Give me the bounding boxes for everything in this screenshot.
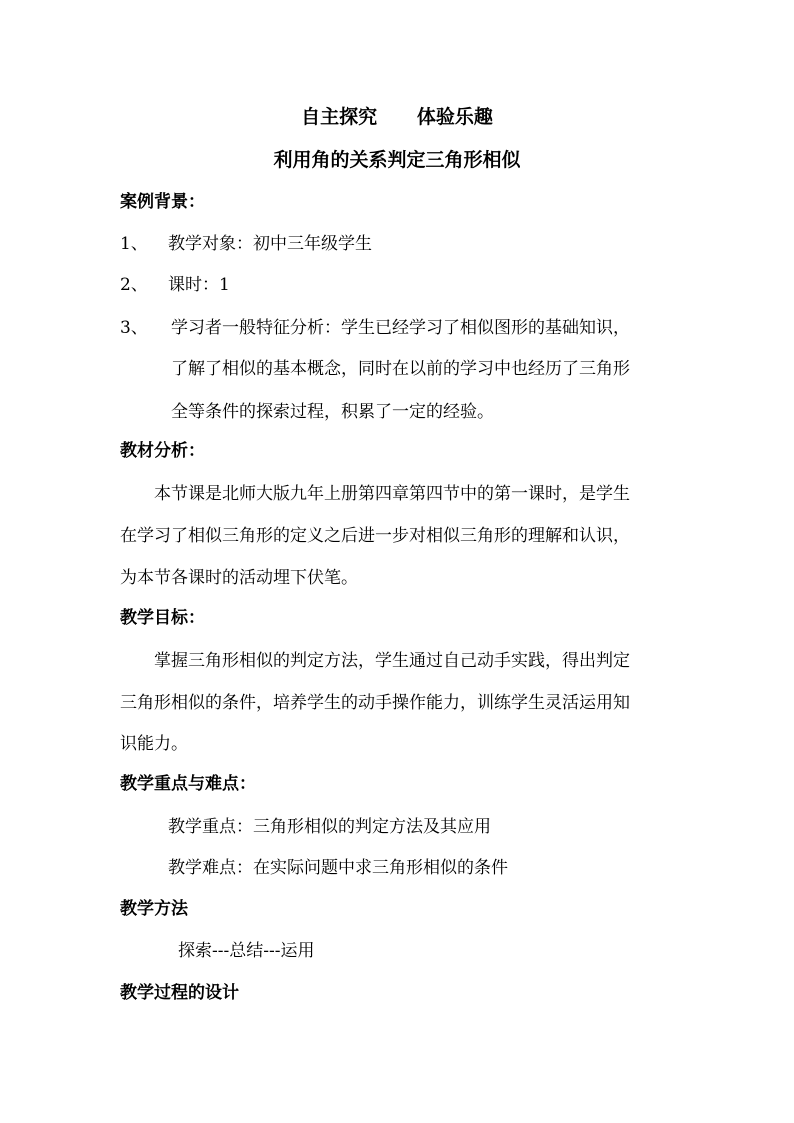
list-item-text: 了解了相似的基本概念，同时在以前的学习中也经历了三角形: [171, 359, 630, 379]
list-item-text: 学习者一般特征分析：学生已经学习了相似图形的基础知识，: [171, 318, 630, 338]
list-item-number: 2、: [120, 275, 148, 295]
list-item-text: 教学对象：初中三年级学生: [168, 234, 372, 254]
list-item-text: 课时：1: [168, 275, 230, 295]
paragraph-line: 三角形相似的条件，培养学生的动手操作能力，训练学生灵活运用知: [120, 693, 630, 713]
section-heading-goals: 教学目标：: [120, 608, 205, 628]
keypoint-line: 教学重点：三角形相似的判定方法及其应用: [168, 817, 491, 837]
keypoint-line: 教学难点：在实际问题中求三角形相似的条件: [168, 858, 508, 878]
paragraph-line: 掌握三角形相似的判定方法，学生通过自己动手实践，得出判定: [154, 651, 630, 671]
section-heading-process: 教学过程的设计: [120, 983, 239, 1003]
method-line: 探索---总结---运用: [178, 941, 315, 961]
section-heading-method: 教学方法: [120, 899, 188, 919]
paragraph-line: 识能力。: [120, 734, 188, 754]
section-heading-background: 案例背景：: [120, 192, 205, 212]
section-heading-material: 教材分析：: [120, 441, 205, 461]
doc-title-main: 利用角的关系判定三角形相似: [273, 149, 521, 171]
doc-title-motto: 自主探究 体验乐趣: [301, 106, 493, 128]
list-item-number: 3、: [120, 318, 148, 338]
section-heading-keypoints: 教学重点与难点：: [120, 774, 256, 794]
paragraph-line: 为本节各课时的活动埋下伏笔。: [120, 568, 358, 588]
paragraph-line: 本节课是北师大版九年上册第四章第四节中的第一课时，是学生: [154, 484, 630, 504]
list-item-number: 1、: [120, 234, 148, 254]
list-item-text: 全等条件的探索过程，积累了一定的经验。: [171, 402, 494, 422]
paragraph-line: 在学习了相似三角形的定义之后进一步对相似三角形的理解和认识，: [120, 526, 630, 546]
